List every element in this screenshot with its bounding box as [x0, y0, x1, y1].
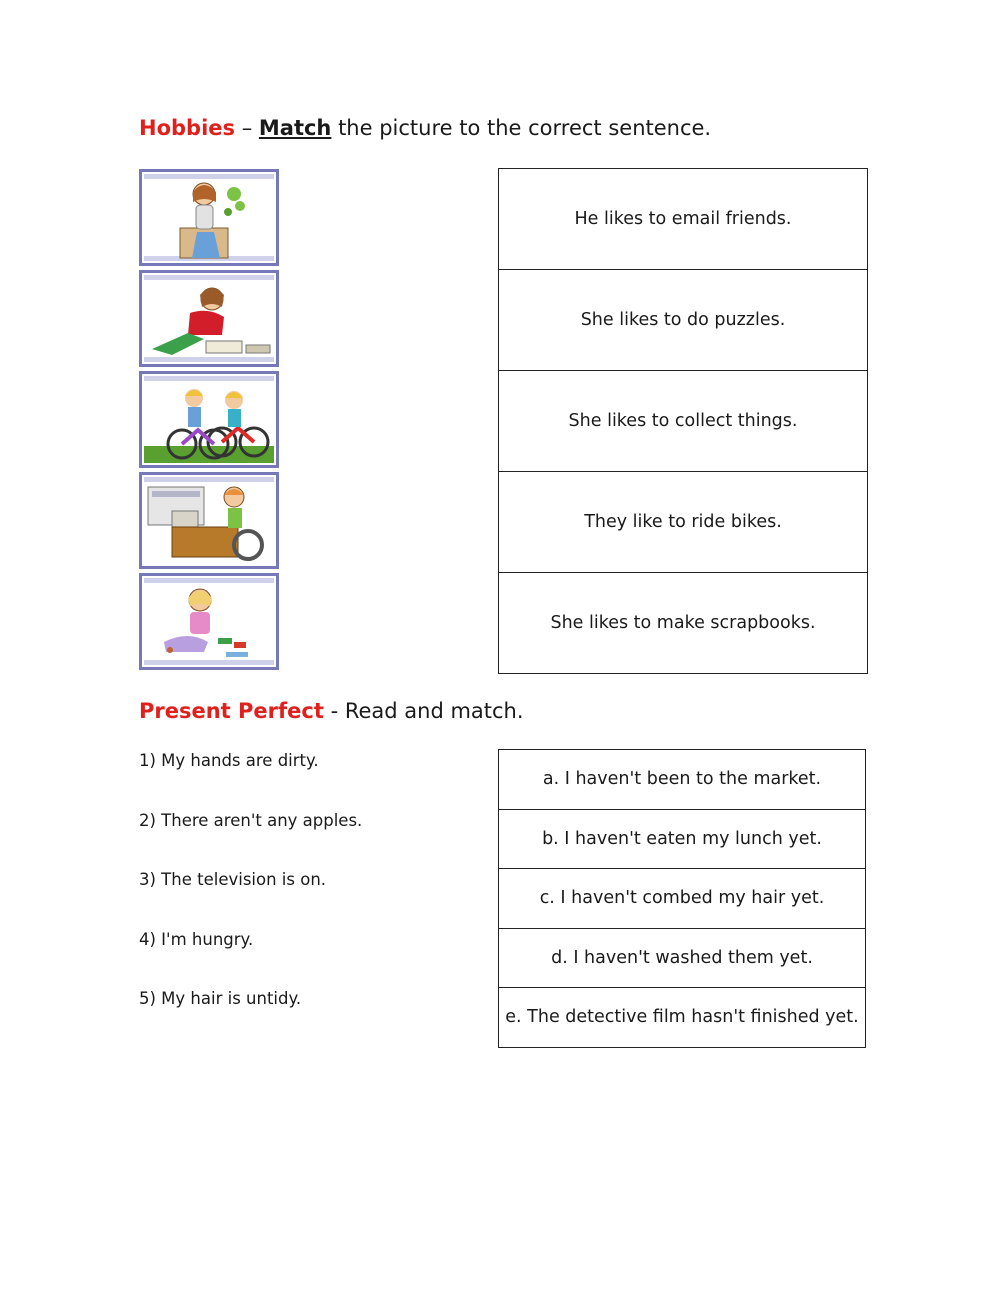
present-perfect-answer[interactable]: d. I haven't washed them yet. [499, 928, 866, 988]
present-perfect-item[interactable]: 1) My hands are dirty. [139, 751, 319, 770]
present-perfect-answer[interactable]: c. I haven't combed my hair yet. [499, 869, 866, 929]
hobbies-heading [139, 116, 711, 140]
present-perfect-answer[interactable]: e. The detective film hasn't finished yet. [499, 988, 866, 1048]
hobby-sentence[interactable]: He likes to email friends. [499, 169, 868, 270]
present-perfect-answer-table [498, 749, 866, 1048]
present-perfect-heading [139, 699, 524, 723]
present-perfect-answer[interactable]: a. I haven't been to the market. [499, 750, 866, 810]
hobby-pictures [139, 169, 279, 674]
puzzle-woman-icon[interactable] [139, 270, 279, 367]
present-perfect-item[interactable]: 5) My hair is untidy. [139, 989, 302, 1008]
scrapbook-girl-icon[interactable] [139, 169, 279, 266]
hobby-sentence[interactable]: She likes to do puzzles. [499, 270, 868, 371]
hobby-sentence[interactable]: She likes to collect things. [499, 371, 868, 472]
hobbies-title-match: Match [258, 116, 332, 140]
collecting-girl-icon[interactable] [139, 573, 279, 670]
hobbies-title-red: Hobbies [139, 116, 236, 140]
hobby-sentence[interactable]: They like to ride bikes. [499, 472, 868, 573]
present-perfect-item[interactable]: 4) I'm hungry. [139, 930, 254, 949]
hobbies-title-rest: the picture to the correct sentence. [331, 116, 712, 140]
hobby-sentence[interactable]: She likes to make scrapbooks. [499, 573, 868, 674]
computer-boy-icon[interactable] [139, 472, 279, 569]
present-perfect-answer[interactable]: b. I haven't eaten my lunch yet. [499, 809, 866, 869]
hobbies-sentence-table [498, 168, 868, 674]
present-perfect-item[interactable]: 3) The television is on. [139, 870, 327, 889]
present-perfect-item[interactable]: 2) There aren't any apples. [139, 811, 363, 830]
hobbies-title-dash: – [235, 116, 259, 140]
bike-riders-icon[interactable] [139, 371, 279, 468]
present-perfect-title-red: Present Perfect [139, 699, 324, 723]
present-perfect-title-rest: - Read and match. [323, 699, 524, 723]
